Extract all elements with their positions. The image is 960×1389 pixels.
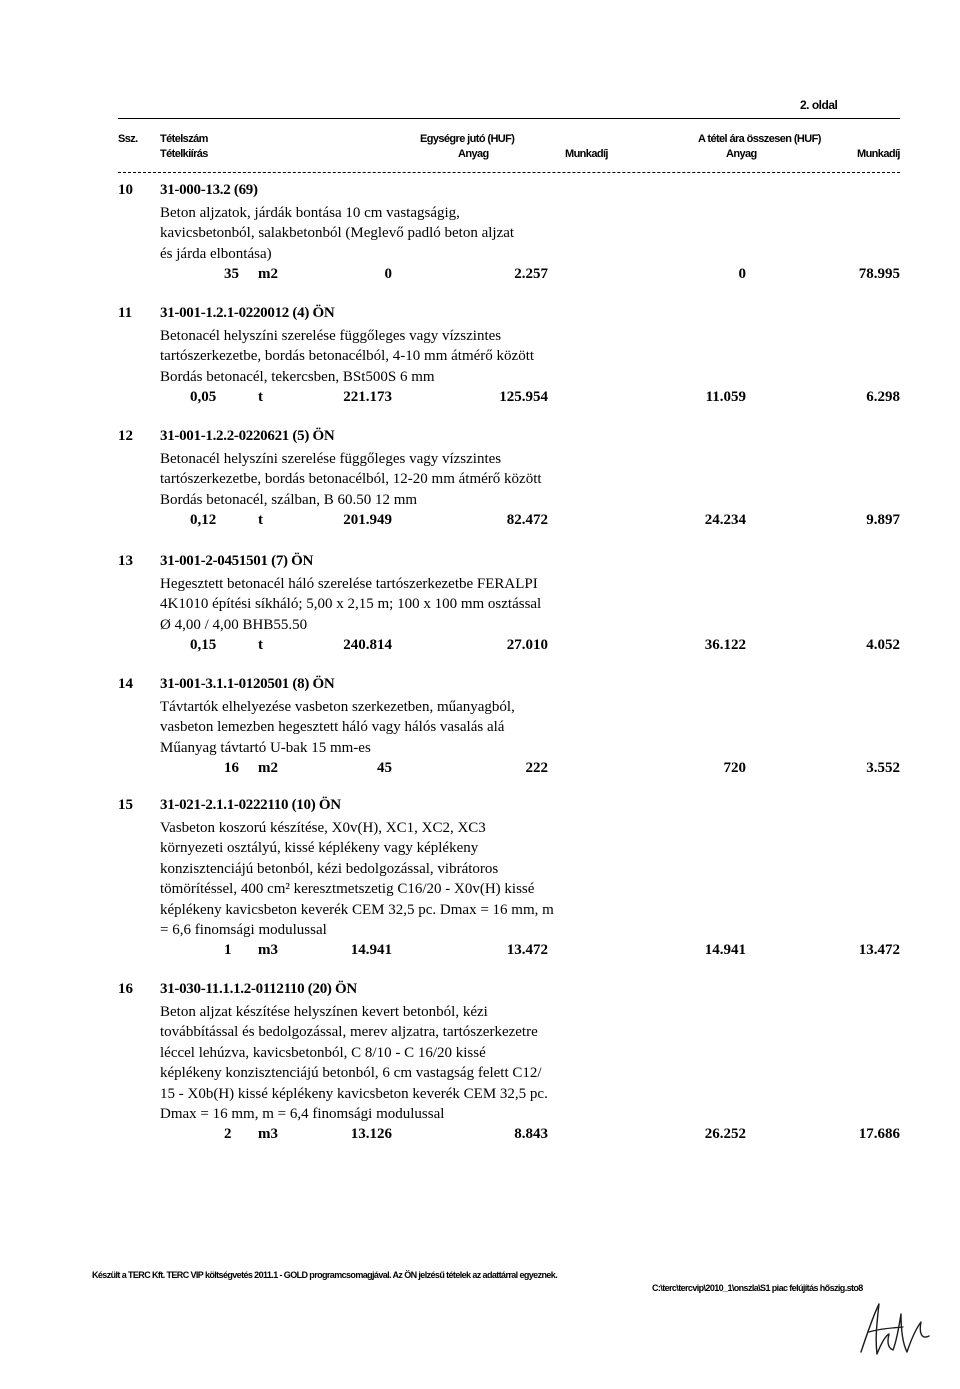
item-total-material: 11.059 xyxy=(705,389,746,405)
item-unit: t xyxy=(258,389,263,405)
item-total-labor: 4.052 xyxy=(866,637,900,653)
item-description-line: konzisztenciájú betonból, kézi bedolgozással, vibrátoros xyxy=(160,861,499,877)
item-description-line: Vasbeton koszorú készítése, X0v(H), XC1, XC2, XC3 xyxy=(160,820,486,836)
item-unit-labor: 82.472 xyxy=(506,512,548,528)
item-description-line: kavicsbetonból, salakbetonból (Meglevő padló beton aljzat xyxy=(160,225,515,241)
item-description-line: Hegesztett betonacél háló szerelése tartószerkezetbe FERALPI xyxy=(160,576,538,592)
item-unit-material: 221.173 xyxy=(343,389,392,405)
item-quantity: 0,15 xyxy=(190,637,217,653)
header-total-price: A tétel ára összesen (HUF) xyxy=(698,133,821,145)
item-description-line: Dmax = 16 mm, m = 6,4 finomsági modulussal xyxy=(160,1106,445,1122)
item-description-line: 4K1010 építési síkháló; 5,00 x 2,15 m; 100 x 100 mm osztással xyxy=(160,596,542,612)
item-unit-labor: 125.954 xyxy=(499,389,548,405)
item-unit: m2 xyxy=(258,266,278,282)
item-unit: m3 xyxy=(258,1126,278,1142)
item-total-material: 36.122 xyxy=(704,637,746,653)
item-code: 31-030-11.1.1.2-0112110 (20) ÖN xyxy=(160,981,357,997)
item-total-material: 26.252 xyxy=(704,1126,746,1142)
item-description-line: léccel lehúzva, kavicsbetonból, C 8/10 - C 16/20 kissé xyxy=(160,1045,486,1061)
item-code: 31-001-1.2.1-0220012 (4) ÖN xyxy=(160,305,335,321)
item-code: 31-001-2-0451501 (7) ÖN xyxy=(160,553,314,569)
item-quantity: 16 xyxy=(224,760,239,776)
item-code: 31-001-3.1.1-0120501 (8) ÖN xyxy=(160,676,335,692)
item-number: 16 xyxy=(118,981,133,997)
item-description-line: tartószerkezetbe, bordás betonacélból, 12-20 mm átmérő között xyxy=(160,471,542,487)
item-number: 15 xyxy=(118,797,133,813)
item-total-labor: 3.552 xyxy=(866,760,900,776)
header-tetelkiiras: Tételkiírás xyxy=(160,148,208,160)
header-total-labor: Munkadíj xyxy=(857,148,900,160)
footer-software-note: Készült a TERC Kft. TERC VIP költségvetés 2011.1 - GOLD programcsomagjával. Az ÖN jelzésű tételek az adattárral egyeznek. xyxy=(92,1270,558,1280)
item-description-line: 15 - X0b(H) kissé képlékeny kavicsbeton keverék CEM 32,5 pc. xyxy=(160,1086,548,1102)
item-description-line: Beton aljzat készítése helyszínen kevert betonból, kézi xyxy=(160,1004,488,1020)
item-number: 11 xyxy=(118,305,133,321)
item-number: 10 xyxy=(118,182,133,198)
item-code: 31-000-13.2 (69) xyxy=(160,182,258,198)
header-ssz: Ssz. xyxy=(118,133,138,145)
item-unit-material: 201.949 xyxy=(343,512,392,528)
item-unit-labor: 13.472 xyxy=(506,942,548,958)
header-top-rule xyxy=(118,118,900,119)
handwritten-signature xyxy=(855,1296,935,1366)
signature-stroke xyxy=(861,1304,929,1354)
item-total-labor: 9.897 xyxy=(866,512,900,528)
item-number: 14 xyxy=(118,676,133,692)
item-description-line: tartószerkezetbe, bordás betonacélból, 4-10 mm átmérő között xyxy=(160,348,535,364)
item-description-line: képlékeny kavicsbeton keverék CEM 32,5 pc. Dmax = 16 mm, m xyxy=(160,902,554,918)
header-unit-material: Anyag xyxy=(458,148,489,160)
item-total-material: 14.941 xyxy=(704,942,746,958)
item-unit-labor: 27.010 xyxy=(506,637,548,653)
item-description-line: Ø 4,00 / 4,00 BHB55.50 xyxy=(160,617,308,633)
header-tetelszam: Tételszám xyxy=(160,133,208,145)
page-number: 2. oldal xyxy=(800,98,838,112)
item-description-line: képlékeny konzisztenciájú betonból, 6 cm vastagság felett C12/ xyxy=(160,1065,542,1081)
item-total-labor: 13.472 xyxy=(858,942,900,958)
item-total-material: 0 xyxy=(738,266,746,282)
item-total-material: 24.234 xyxy=(704,512,746,528)
header-unit-price: Egységre jutó (HUF) xyxy=(420,133,515,145)
item-quantity: 1 xyxy=(224,942,232,958)
item-unit: t xyxy=(258,637,263,653)
item-quantity: 0,05 xyxy=(190,389,217,405)
item-quantity: 35 xyxy=(224,266,239,282)
item-description-line: Bordás betonacél, tekercsben, BSt500S 6 mm xyxy=(160,369,435,385)
item-description-line: Beton aljzatok, járdák bontása 10 cm vastagságig, xyxy=(160,205,460,221)
item-unit-material: 0 xyxy=(384,266,392,282)
item-unit-labor: 8.843 xyxy=(514,1126,548,1142)
item-description-line: Bordás betonacél, szálban, B 60.50 12 mm xyxy=(160,492,418,508)
item-unit: m3 xyxy=(258,942,278,958)
item-total-labor: 17.686 xyxy=(858,1126,900,1142)
item-number: 13 xyxy=(118,553,133,569)
item-unit-material: 13.126 xyxy=(350,1126,392,1142)
item-unit-material: 14.941 xyxy=(350,942,392,958)
item-quantity: 0,12 xyxy=(190,512,217,528)
header-bottom-rule xyxy=(118,172,900,173)
header-unit-labor: Munkadíj xyxy=(565,148,608,160)
item-description-line: Távtartók elhelyezése vasbeton szerkezetben, műanyagból, xyxy=(160,699,515,715)
item-description-line: Betonacél helyszíni szerelése függőleges vagy vízszintes xyxy=(160,328,502,344)
item-number: 12 xyxy=(118,428,133,444)
item-total-labor: 6.298 xyxy=(866,389,900,405)
item-description-line: = 6,6 finomsági modulussal xyxy=(160,922,327,938)
item-unit: t xyxy=(258,512,263,528)
item-total-labor: 78.995 xyxy=(858,266,900,282)
item-description-line: Műanyag távtartó U-bak 15 mm-es xyxy=(160,740,371,756)
item-quantity: 2 xyxy=(224,1126,232,1142)
item-unit: m2 xyxy=(258,760,278,776)
footer-file-path: C:\terc\tercvip\2010_1\onszla\S1 piac felújítás hőszig.sto8 xyxy=(652,1283,863,1293)
item-code: 31-021-2.1.1-0222110 (10) ÖN xyxy=(160,797,341,813)
item-unit-material: 240.814 xyxy=(343,637,392,653)
item-description-line: továbbítással és bedolgozással, merev aljzatra, tartószerkezetre xyxy=(160,1024,538,1040)
item-description-line: Betonacél helyszíni szerelése függőleges vagy vízszintes xyxy=(160,451,502,467)
item-total-material: 720 xyxy=(723,760,746,776)
item-unit-labor: 222 xyxy=(525,760,548,776)
item-unit-material: 45 xyxy=(377,760,392,776)
item-description-line: környezeti osztályú, kissé képlékeny vagy képlékeny xyxy=(160,840,479,856)
item-unit-labor: 2.257 xyxy=(514,266,548,282)
item-code: 31-001-1.2.2-0220621 (5) ÖN xyxy=(160,428,335,444)
item-description-line: és járda elbontása) xyxy=(160,246,272,262)
item-description-line: vasbeton lemezben hegesztett háló vagy hálós vasalás alá xyxy=(160,719,505,735)
item-description-line: tömörítéssel, 400 cm² keresztmetszetig C16/20 - X0v(H) kissé xyxy=(160,881,535,897)
header-total-material: Anyag xyxy=(726,148,757,160)
